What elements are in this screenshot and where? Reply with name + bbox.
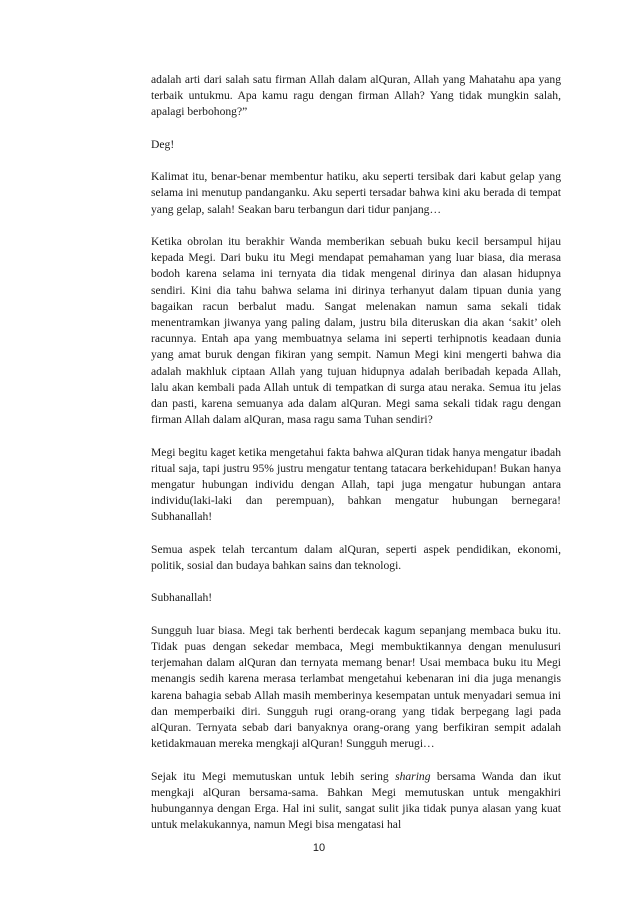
paragraph-8: Sungguh luar biasa. Megi tak berhenti berdecak kagum sepanjang membaca buku itu. Tidak puas dengan sekedar membaca, Megi membuktikannya dengan menulusuri terjemahan dalam alQuran dan ternyata memang benar! Usai membaca buku itu Megi menangis sedih karena merasa terlambat mengetahui kebenaran ini dia juga menangis karena bahagia sebab Allah masih memberinya kesempatan untuk menyadari semua ini dan memperbaiki diri. Sungguh rugi orang-orang yang tidak berpegang lagi pada alQuran. Ternyata sebab dari banyaknya orang-orang yang berfikiran sempit adalah ketidakmauan mereka mengkaji alQuran! Sungguh merugi… xyxy=(151,623,561,751)
page-body xyxy=(151,72,561,833)
paragraph-9-after: bersama Wanda dan ikut mengkaji alQuran bersama-sama. Bahkan Megi memutuskan untuk mengakhiri hubungannya dengan Erga. Hal ini sulit, sangat sulit jika tidak punya alasan yang kuat untuk melakukannya, namun Megi bisa mengatasi hal xyxy=(151,769,561,832)
paragraph-9-before: Sejak itu Megi memutuskan untuk lebih sering xyxy=(151,769,396,783)
paragraph-3: Kalimat itu, benar-benar membentur hatiku, aku seperti tersibak dari kabut gelap yang selama ini menutup pandanganku. Aku seperti tersadar bahwa kini aku berada di tempat yang gelap, salah! Seakan baru terbangun dari tidur panjang… xyxy=(151,170,561,216)
paragraph-2: Deg! xyxy=(151,137,175,151)
paragraph-1: adalah arti dari salah satu firman Allah dalam alQuran, Allah yang Mahatahu apa yang terbaik untukmu. Apa kamu ragu dengan firman Allah? Yang tidak mungkin salah, apalagi berbohong?” xyxy=(151,73,561,119)
paragraph-4: Ketika obrolan itu berakhir Wanda memberikan sebuah buku kecil bersampul hijau kepada Megi. Dari buku itu Megi mendapat pemahaman yang luar biasa, dia merasa bodoh karena selama ini ternyata dia tidak mengenal dirinya dan alasan hidupnya sendiri. Kini dia tahu bahwa selama ini dirinya terhanyut dalam tipuan dunia yang bagaikan racun berbalut madu. Sangat melenakan namun sama sekali tidak menentramkan jiwanya yang paling dalam, justru bila diteruskan dia akan ‘sakit’ oleh racunnya. Entah apa yang membuatnya selama ini seperti terhipnotis keadaan dunia yang amat buruk dengan fikiran yang sempit. Namun Megi kini mengerti bahwa dia adalah makhluk ciptaan Allah yang tujuan hidupnya adalah beribadah kepada Allah, lalu akan kembali pada Allah untuk di tempatkan di surga atau neraka. Semua itu jelas dan pasti, karena semuanya ada dalam alQuran. Megi sama sekali tidak ragu dengan firman Allah dalam alQuran, masa ragu sama Tuhan sendiri? xyxy=(151,234,561,427)
page-number: 10 xyxy=(312,842,326,854)
emphasis-sharing: sharing xyxy=(395,769,431,783)
paragraph-9 xyxy=(151,769,561,834)
paragraph-7: Subhanallah! xyxy=(151,591,213,605)
paragraph-5: Megi begitu kaget ketika mengetahui fakta bahwa alQuran tidak hanya mengatur ibadah ritual saja, tapi justru 95% justru mengatur tentang tatacara berkehidupan! Bukan hanya mengatur hubungan individu dengan Allah, tapi juga mengatur hubungan antara individu(laki-laki dan perempuan), bahkan mengatur hubungan bernegara! Subhanallah! xyxy=(151,445,561,524)
paragraph-6: Semua aspek telah tercantum dalam alQuran, seperti aspek pendidikan, ekonomi, politik, sosial dan budaya bahkan sains dan teknologi. xyxy=(151,542,561,573)
